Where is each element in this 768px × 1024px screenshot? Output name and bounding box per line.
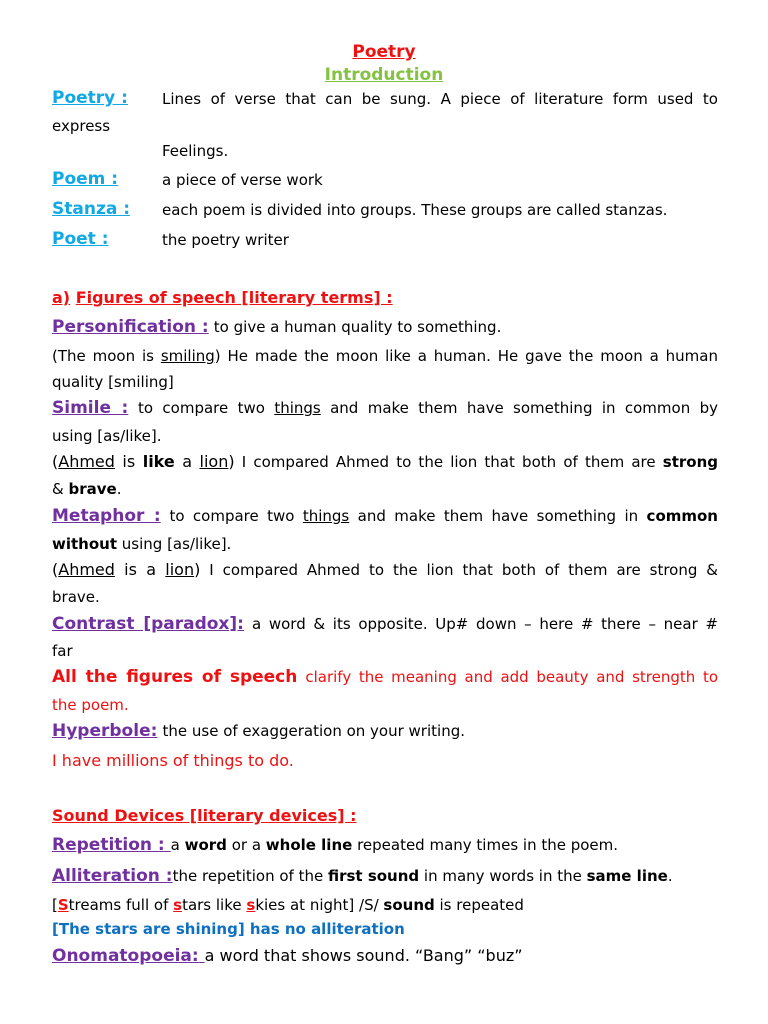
term-repetition: Repetition : [52, 835, 165, 855]
personification-example-cont: quality [smiling] [52, 373, 174, 391]
hyperbole-example: I have millions of things to do. [52, 751, 294, 770]
sound-devices-heading: Sound Devices [literary devices] : [52, 806, 357, 825]
page-title: Poetry [352, 42, 416, 62]
term-personification: Personification : [52, 317, 209, 337]
hyperbole-line [52, 721, 465, 741]
personification-line [52, 317, 501, 337]
term-simile: Simile : [52, 398, 129, 418]
term-poetry: Poetry : [52, 88, 128, 108]
alliteration-example: [Streams full of stars like skies at night] /S/ sound is repeated [52, 896, 524, 914]
def-poetry: Lines of verse that can be sung. A piece of literature form used to [162, 90, 718, 108]
simile-example-cont: & brave. [52, 480, 122, 498]
contrast-def-cont: far [52, 642, 73, 660]
simile-def-cont: using [as/like]. [52, 427, 162, 445]
personification-example: (The moon is smiling) He made the moon like a human. He gave the moon a human [52, 347, 718, 365]
def-poem: a piece of verse work [162, 171, 323, 189]
metaphor-example-cont: brave. [52, 588, 100, 606]
term-metaphor: Metaphor : [52, 506, 161, 526]
def-stanza: each poem is divided into groups. These groups are called stanzas. [162, 201, 668, 219]
contrast-line: Contrast [paradox]: a word & its opposite. Up# down – here # there – near # [52, 614, 718, 634]
figures-summary: All the figures of speech clarify the meaning and add beauty and strength to [52, 667, 719, 687]
def-onomatopoeia: a word that shows sound. “Bang” “buz” [204, 946, 523, 965]
def-poet: the poetry writer [162, 231, 289, 249]
section-a-title: Figures of speech [literary terms] : [75, 288, 393, 307]
figures-summary-cont: the poem. [52, 696, 129, 714]
metaphor-def-cont: without using [as/like]. [52, 535, 232, 553]
term-contrast: Contrast [paradox]: [52, 614, 244, 634]
metaphor-example: (Ahmed is a lion) I compared Ahmed to the lion that both of them are strong & [52, 560, 719, 579]
term-alliteration: Alliteration : [52, 866, 173, 886]
def-poetry-feelings: Feelings. [162, 142, 229, 160]
def-hyperbole: the use of exaggeration on your writing. [162, 722, 465, 740]
alliteration-note: [The stars are shining] has no alliteration [52, 920, 405, 938]
page-subtitle: Introduction [324, 65, 444, 85]
term-onomatopoeia: Onomatopoeia: [52, 946, 199, 966]
def-personification: to give a human quality to something. [213, 318, 502, 336]
onomatopoeia-line [52, 946, 523, 966]
section-a-heading [52, 288, 393, 307]
simile-example: (Ahmed is like a lion) I compared Ahmed to the lion that both of them are strong [52, 452, 719, 471]
term-poet: Poet : [52, 229, 109, 249]
term-poem: Poem : [52, 169, 119, 189]
alliteration-line: Alliteration :the repetition of the first sound in many words in the same line. [52, 866, 673, 886]
simile-line: Simile : to compare two things and make them have something in common by [52, 398, 718, 418]
section-a-marker: a) [52, 288, 71, 307]
repetition-line: Repetition : a word or a whole line repeated many times in the poem. [52, 835, 619, 855]
metaphor-line: Metaphor : to compare two things and make them have something in common [52, 506, 718, 526]
term-stanza: Stanza : [52, 199, 131, 219]
term-hyperbole: Hyperbole: [52, 721, 158, 741]
def-poetry-cont: express [52, 117, 111, 135]
